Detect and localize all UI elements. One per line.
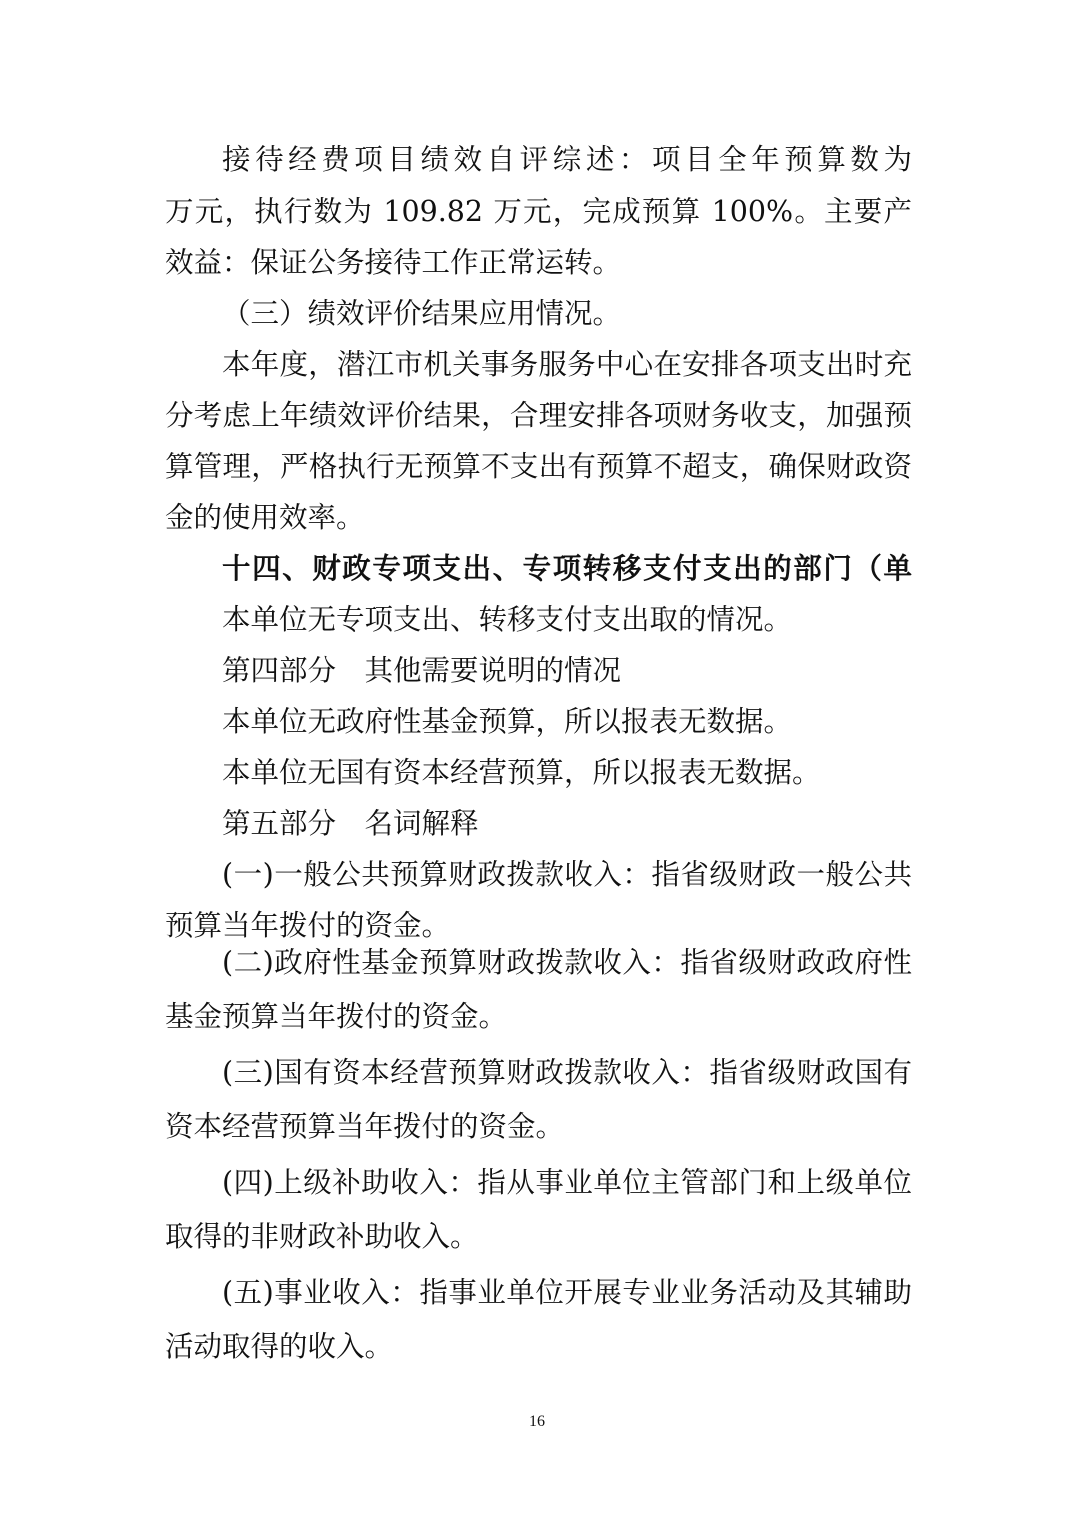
section-heading-fourteen: 十四、财政专项支出、专项转移支付支出的部门（单 — [222, 552, 912, 585]
paragraph-annual-line-4: 金的使用效率。 — [165, 501, 365, 534]
term-5-line-2: 活动取得的收入。 — [165, 1330, 394, 1363]
paragraph-annual-line-1: 本年度，潜江市机关事务服务中心在安排各项支出时充 — [222, 348, 912, 381]
part-five-heading: 第五部分 名词解释 — [222, 807, 479, 840]
page-number: 16 — [529, 1413, 545, 1430]
paragraph-reception-line-2: 万元，执行数为 109.82 万元，完成预算 100%。主要产 — [165, 195, 912, 228]
paragraph-no-special-spending: 本单位无专项支出、转移支付支出取的情况。 — [222, 603, 793, 636]
term-4-line-2: 取得的非财政补助收入。 — [165, 1220, 479, 1253]
term-2-line-1: (二)政府性基金预算财政拨款收入：指省级财政政府性 — [222, 946, 912, 979]
term-2-line-2: 基金预算当年拨付的资金。 — [165, 1000, 508, 1033]
term-4-line-1: (四)上级补助收入：指从事业单位主管部门和上级单位 — [222, 1166, 912, 1199]
paragraph-annual-line-3: 算管理，严格执行无预算不支出有预算不超支，确保财政资 — [165, 450, 912, 483]
paragraph-reception-line-3: 效益：保证公务接待工作正常运转。 — [165, 246, 622, 279]
term-3-line-2: 资本经营预算当年拨付的资金。 — [165, 1110, 565, 1143]
subheading-evaluation-results: （三）绩效评价结果应用情况。 — [222, 297, 622, 330]
paragraph-no-fund-budget: 本单位无政府性基金预算，所以报表无数据。 — [222, 705, 793, 738]
term-1-line-2: 预算当年拨付的资金。 — [165, 909, 451, 942]
part-four-heading: 第四部分 其他需要说明的情况 — [222, 654, 622, 687]
term-5-line-1: (五)事业收入：指事业单位开展专业业务活动及其辅助 — [222, 1276, 912, 1309]
paragraph-reception-line-1: 接待经费项目绩效自评综述：项目全年预算数为 — [222, 143, 912, 176]
term-1-line-1: (一)一般公共预算财政拨款收入：指省级财政一般公共 — [222, 858, 912, 891]
term-3-line-1: (三)国有资本经营预算财政拨款收入：指省级财政国有 — [222, 1056, 912, 1089]
paragraph-no-capital-budget: 本单位无国有资本经营预算，所以报表无数据。 — [222, 756, 821, 789]
paragraph-annual-line-2: 分考虑上年绩效评价结果，合理安排各项财务收支，加强预 — [165, 399, 912, 432]
